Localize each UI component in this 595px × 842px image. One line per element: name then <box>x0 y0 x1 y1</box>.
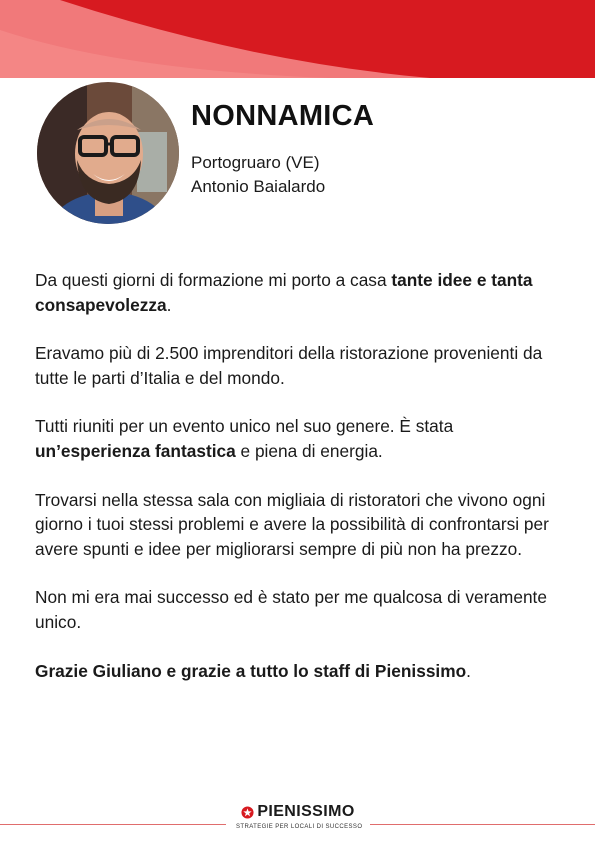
highlight-text: tante idee e tanta consapevolezza <box>35 270 533 315</box>
paragraph-1: Da questi giorni di formazione mi porto a casa tante idee e tanta consapevolezza. <box>35 270 533 315</box>
pienissimo-logo-icon <box>241 806 254 819</box>
brand-tagline: STRATEGIE PER LOCALI DI SUCCESSO <box>236 824 363 830</box>
thanks-text: Grazie Giuliano e grazie a tutto lo staff di Pienissimo <box>35 660 467 681</box>
paragraph-2: Eravamo più di 2.500 imprenditori della ristorazione provenienti da tutte le parti d’Italia e del mondo. <box>35 343 543 388</box>
brand-name: PIENISSIMO <box>257 803 355 820</box>
footer-divider-right <box>370 824 595 825</box>
person-name: Antonio Baialardo <box>191 177 326 196</box>
header-banner <box>0 0 595 78</box>
paragraph-3: Tutti riuniti per un evento unico nel suo genere. È stata un’esperienza fantastica e piena di energia. <box>35 416 454 461</box>
profile-meta <box>191 151 325 199</box>
highlight-text: un’esperienza fantastica <box>35 440 236 461</box>
paragraph-4: Trovarsi nella stessa sala con migliaia di ristoratori che vivono ogni giorno i tuoi stessi problemi e avere la possibilità di confrontarsi per avere spunti e idee per migliorarsi sempre di più non ha prezzo. <box>35 489 549 559</box>
paragraph-6: Grazie Giuliano e grazie a tutto lo staff di Pienissimo. <box>35 660 471 681</box>
footer-divider-left <box>0 824 226 825</box>
pienissimo-logo <box>236 803 363 830</box>
profile-photo <box>37 82 179 224</box>
business-name: NONNAMICA <box>191 100 375 132</box>
location-text: Portogruaro (VE) <box>191 153 320 172</box>
paragraph-5: Non mi era mai successo ed è stato per me qualcosa di veramente unico. <box>35 587 547 632</box>
testimonial-body <box>35 268 565 707</box>
